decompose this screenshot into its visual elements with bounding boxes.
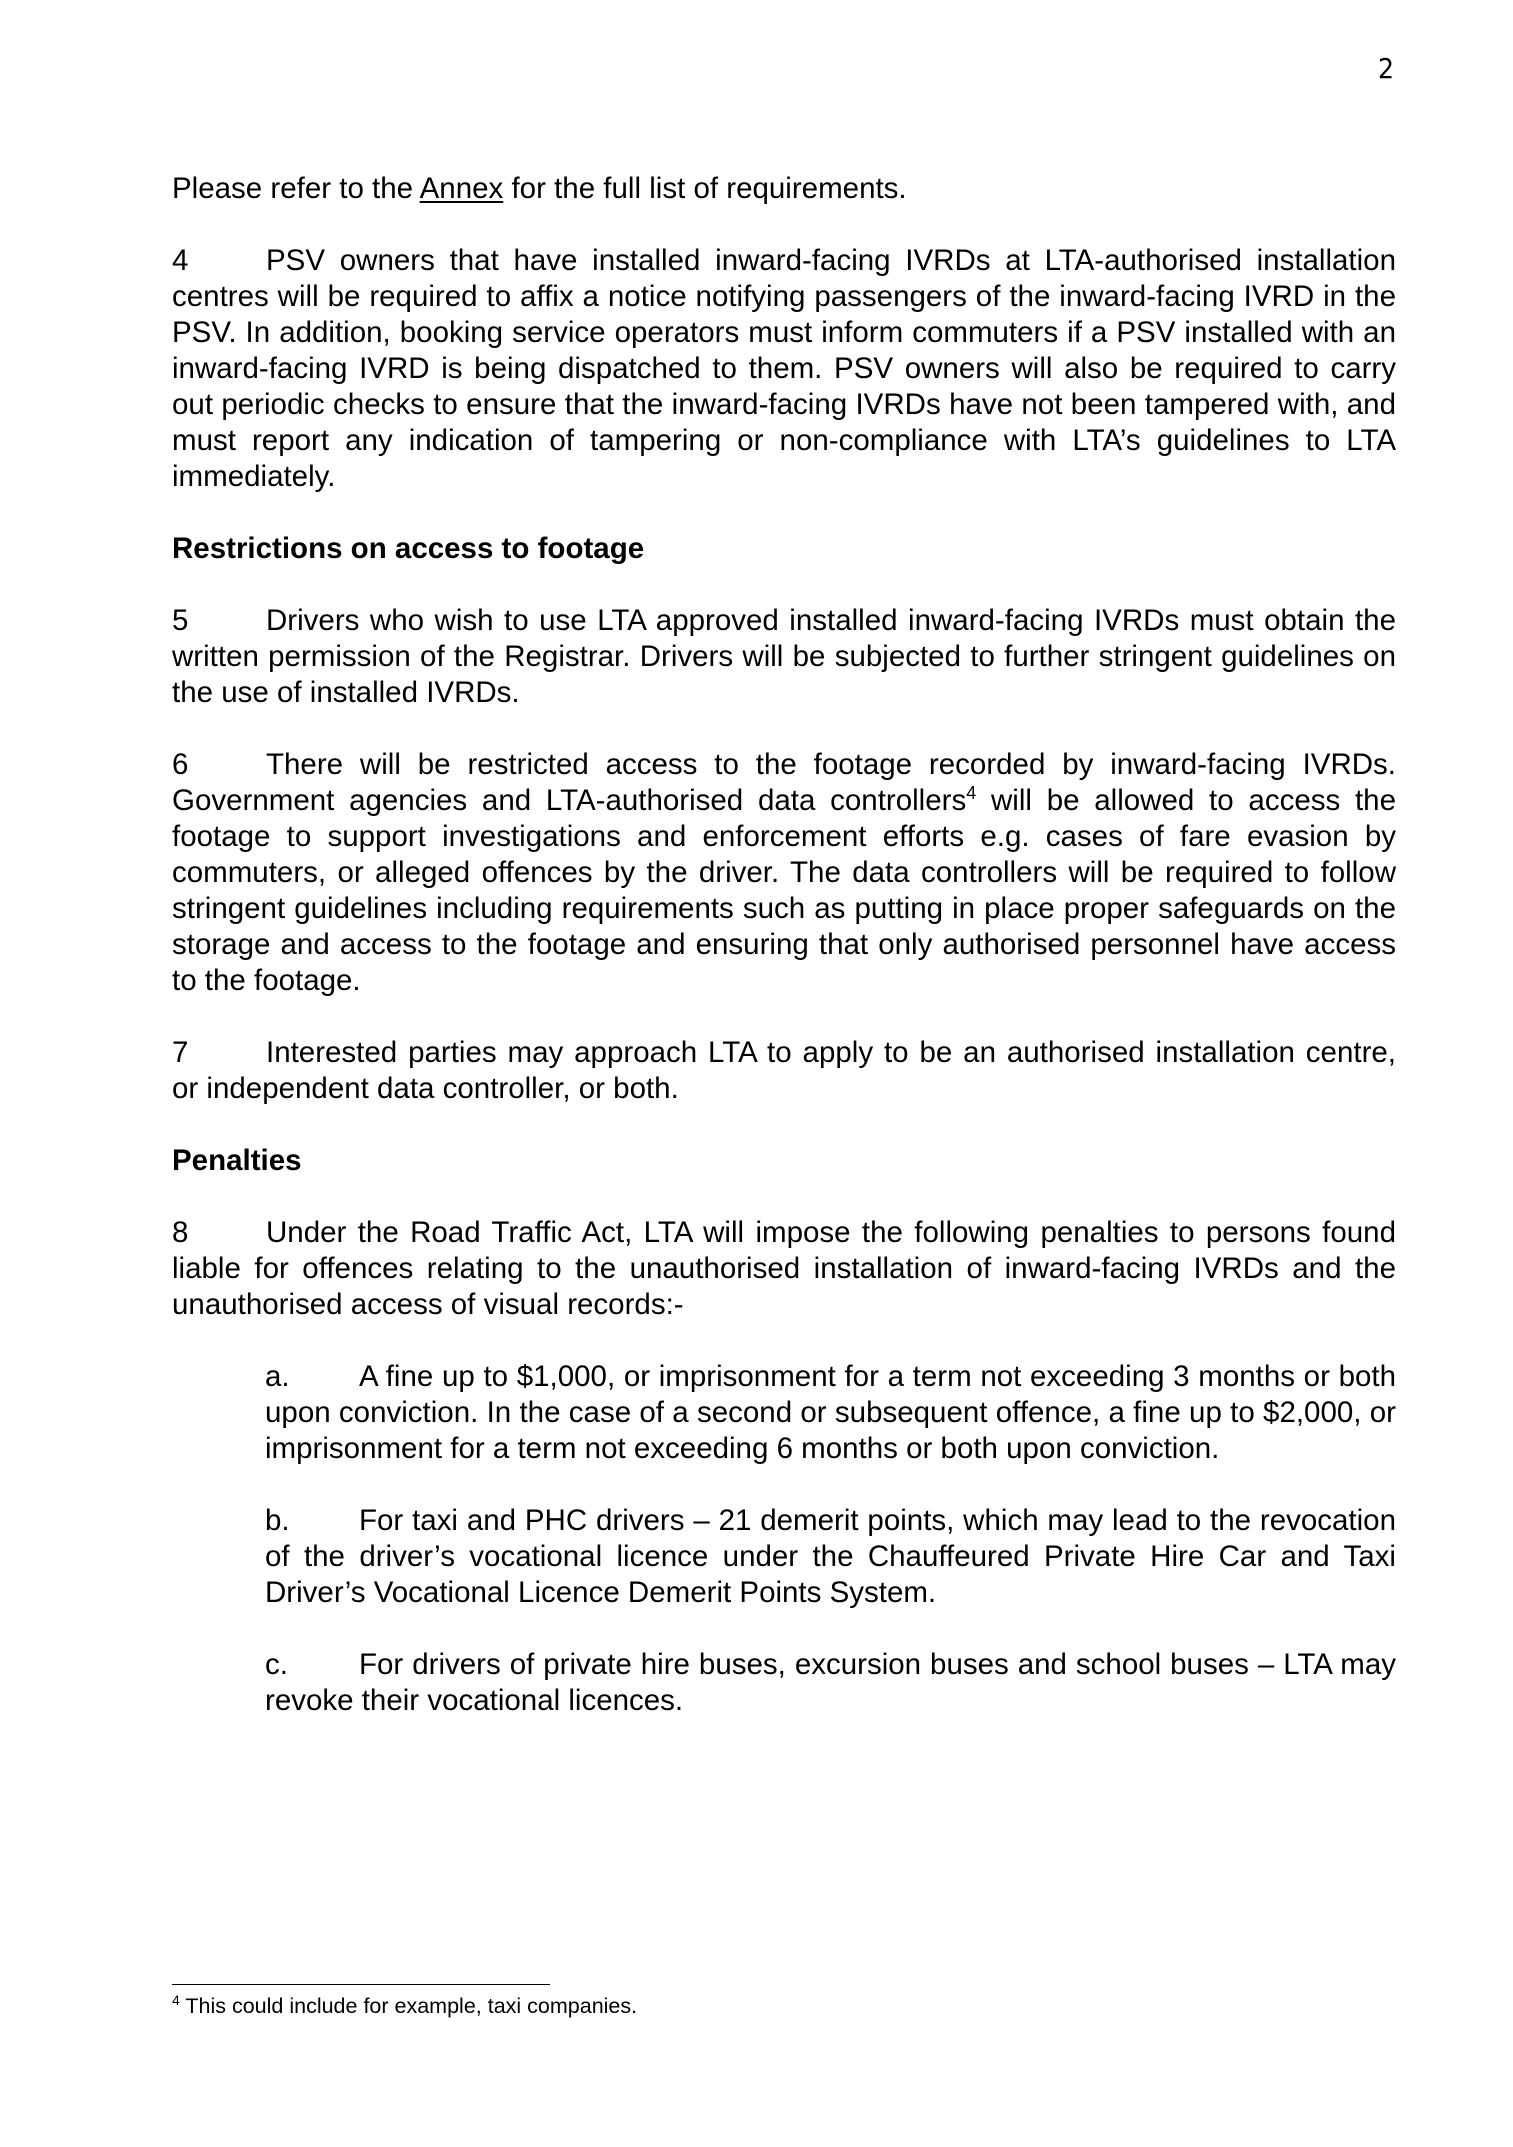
paragraph-number: 5 xyxy=(172,604,189,637)
paragraph-text: Under the Road Traffic Act, LTA will impose the following penalties to persons found liable for offences relating to the unauthorised installation of inward-facing IVRDs and the unauthorised access of visual records:- xyxy=(172,1216,1396,1321)
list-item-text: For drivers of private hire buses, excursion buses and school buses – LTA may revoke their vocational licences. xyxy=(265,1648,1396,1717)
intro-text-before: Please refer to the xyxy=(172,172,420,205)
paragraph-number: 6 xyxy=(172,748,189,781)
footnote-divider xyxy=(172,1984,550,1985)
paragraph-5 xyxy=(172,603,1396,711)
list-item-text: For taxi and PHC drivers – 21 demerit points, which may lead to the revocation of the driver’s vocational licence under the Chauffeured Private Hire Car and Taxi Driver’s Vocational Licence Demerit Points System. xyxy=(265,1504,1396,1609)
paragraph-text: PSV owners that have installed inward-facing IVRDs at LTA-authorised installation centres will be required to affix a notice notifying passengers of the inward-facing IVRD in the PSV. In addition, booking service operators must inform commuters if a PSV installed with an inward-facing IVRD is being dispatched to them. PSV owners will also be required to carry out periodic checks to ensure that the inward-facing IVRDs have not been tampered with, and must report any indication of tampering or non-compliance with LTA’s guidelines to LTA immediately. xyxy=(172,244,1396,493)
list-item-label: a. xyxy=(265,1360,290,1393)
paragraph-text: Drivers who wish to use LTA approved installed inward-facing IVRDs must obtain the written permission of the Registrar. Drivers will be subjected to further stringent guidelines on the use of installed IVRDs. xyxy=(172,604,1396,709)
list-item-label: c. xyxy=(265,1648,288,1681)
list-item-label: b. xyxy=(265,1504,290,1537)
intro-text-after: for the full list of requirements. xyxy=(503,172,907,205)
paragraph-number: 4 xyxy=(172,244,189,277)
paragraph-text: There will be restricted access to the footage recorded by inward-facing IVRDs. Government agencies and LTA-authorised data controllers xyxy=(172,748,1396,817)
footnote-reference: 4 xyxy=(966,783,977,804)
paragraph-6 xyxy=(172,747,1396,999)
penalty-item-b xyxy=(265,1503,1396,1611)
paragraph-number: 7 xyxy=(172,1036,189,1069)
document-body xyxy=(172,171,1396,1719)
intro-paragraph xyxy=(172,171,1396,207)
annex-link[interactable]: Annex xyxy=(419,172,504,205)
paragraph-8 xyxy=(172,1215,1396,1323)
paragraph-7 xyxy=(172,1035,1396,1107)
penalty-item-a xyxy=(265,1359,1396,1467)
footnote xyxy=(172,1992,637,2020)
paragraph-number: 8 xyxy=(172,1216,189,1249)
page-number: 2 xyxy=(1378,52,1395,85)
footnote-number: 4 xyxy=(172,1991,180,2008)
section-heading-restrictions: Restrictions on access to footage xyxy=(172,532,645,565)
paragraph-text: Interested parties may approach LTA to apply to be an authorised installation centre, or independent data controller, or both. xyxy=(172,1036,1396,1105)
section-heading-penalties: Penalties xyxy=(172,1144,302,1177)
paragraph-4 xyxy=(172,243,1396,495)
footnote-text: This could include for example, taxi companies. xyxy=(179,1994,638,2018)
paragraph-text-continued: will be allowed to access the footage to support investigations and enforcement efforts e.g. cases of fare evasion by commuters, or alleged offences by the driver. The data controllers will be required to follow stringent guidelines including requirements such as putting in place proper safeguards on the storage and access to the footage and ensuring that only authorised personnel have access to the footage. xyxy=(172,784,1396,997)
list-item-text: A fine up to $1,000, or imprisonment for a term not exceeding 3 months or both upon conviction. In the case of a second or subsequent offence, a fine up to $2,000, or imprisonment for a term not exceeding 6 months or both upon conviction. xyxy=(265,1360,1396,1465)
penalty-item-c xyxy=(265,1647,1396,1719)
